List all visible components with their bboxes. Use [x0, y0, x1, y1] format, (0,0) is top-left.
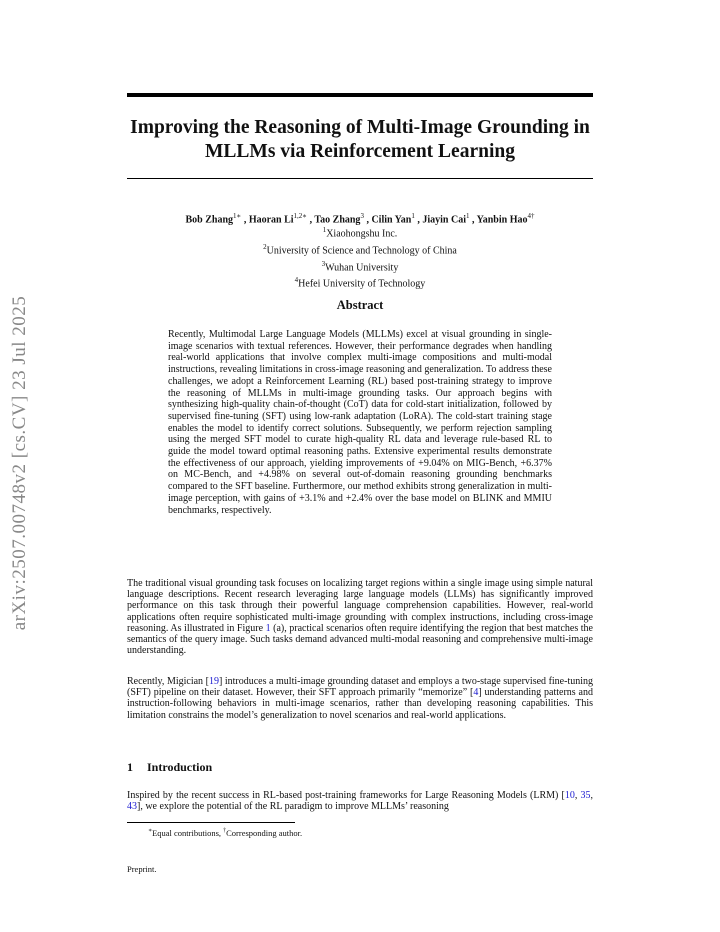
author-name: Bob Zhang [185, 214, 234, 226]
preprint-label: Preprint. [127, 864, 157, 874]
citation-link[interactable]: 43 [127, 801, 137, 813]
figure-reference-link[interactable]: 1 [265, 622, 271, 634]
footnote: ∗Equal contributions, †Corresponding author. [148, 827, 303, 838]
author-mark: 1 [411, 212, 415, 220]
affiliation: $^2$University of Science and Technology of China [263, 242, 457, 257]
paper-title: Improving the Reasoning of Multi-Image Grounding in MLLMs via Reinforcement Learning [130, 117, 590, 162]
citation-link[interactable]: 19 [208, 676, 219, 687]
author-mark: 4† [527, 212, 535, 220]
affiliation: $^1$Xiaohongshu Inc. [322, 226, 398, 240]
body-paragraph: Inspired by the recent success in RL-based post-training frameworks for Large Reasoning Models (LRM) [10, 35, 43], we explore the potential of the RL paradigm to improve MLLMs’ reasoning [127, 790, 594, 813]
author-mark: 1 [465, 212, 470, 220]
author-mark: 1∗ [233, 212, 242, 220]
affiliation: $^4$Hefei University of Technology [294, 276, 426, 290]
section-heading [127, 760, 212, 775]
author-name: Cilin Yan [371, 214, 412, 226]
title-top-rule [127, 93, 593, 97]
body-paragraph: The traditional visual grounding task focuses on localizing target regions within a single image using simple natural language descriptions. Recent research leveraging large language models (LLMs) has significantly improved performance on this task through their powerful language comprehension capabilities. However, real-world applications often require sophisticated multi-image grounding with complex instructions, including cross-image reasoning. As illustrated in Figure 1 (a), practical scenarios often require identifying the region that best matches the semantics of the query image. Such tasks demand advanced multi-modal reasoning and comprehensive multi-image understanding. [127, 578, 593, 657]
abstract-heading: Abstract [336, 298, 384, 312]
affiliation-list [127, 224, 593, 291]
arxiv-identifier: arXiv:2507.00748v2 [cs.CV] 23 Jul 2025 [9, 295, 30, 631]
body-paragraph: Recently, Migician [19] introduces a multi-image grounding dataset and employs a two-stage supervised fine-tuning (SFT) pipeline on their dataset. However, their SFT approach primarily “memorize” [4] understanding patterns and instruction-following behaviors in multi-image scenarios, rather than developing reasoning capabilities. This limitation constrains the model’s generalization to novel scenarios and real-world applications. [127, 676, 594, 721]
title-bottom-rule [127, 178, 593, 179]
citation-link[interactable]: 4 [473, 687, 479, 699]
author-name: Jiayin Cai [422, 214, 466, 226]
author-mark: 3 [360, 212, 364, 220]
author-mark: 1,2∗ [293, 212, 308, 220]
author-name: Tao Zhang [314, 214, 361, 226]
section-title: Introduction [147, 760, 213, 774]
citation-link[interactable]: 10 [564, 790, 575, 801]
section-number: 1 [127, 760, 133, 774]
author-list: Bob Zhang$^{1∗}$ , Haoran $Li^{1,2∗}$ , Tao Zhang$^3$ , Cilin Yan$^1$ , Jiayin Cai$^1$ , Yanbin Hao$^{4\dagger}$ [185, 212, 535, 226]
footnote-rule [127, 822, 295, 823]
author-name: Yanbin Hao [476, 214, 528, 226]
author-name: Haoran Li [248, 214, 294, 226]
citation-link[interactable]: 35 [580, 790, 591, 801]
affiliation: $^3$Wuhan University [321, 259, 399, 273]
abstract-text: Recently, Multimodal Large Language Models (MLLMs) excel at visual grounding in single-image scenarios with textual references. However, their performance degrades when handling real-world applications that involve complex multi-image compositions and multi-modal instructions, revealing limitations in cross-image reasoning and generalization. To address these challenges, we adopt a Reinforcement Learning (RL) based post-training strategy to improve the reasoning of MLLMs in multi-image grounding tasks. Our approach begins with synthesizing high-quality chain-of-thought (CoT) data for cold-start initialization, followed by supervised fine-tuning (SFT) using low-rank adaptation (LoRA). The cold-start training stage enables the model to identify correct solutions. Subsequently, we perform rejection sampling using the merged SFT model to curate high-quality RL data and leverage rule-based RL to guide the model toward optimal reasoning paths. Extensive experimental results demonstrate the effectiveness of our approach, yielding improvements of +9.04% on MIG-Bench, +6.37% on MC-Bench, and +4.98% on several out-of-domain reasoning grounding benchmarks compared to the SFT baseline. Furthermore, our method exhibits strong generalization in multi-image perception, with gains of +3.1% and +2.4% over the base model on BLINK and MMIU benchmarks, respectively. [168, 329, 552, 516]
